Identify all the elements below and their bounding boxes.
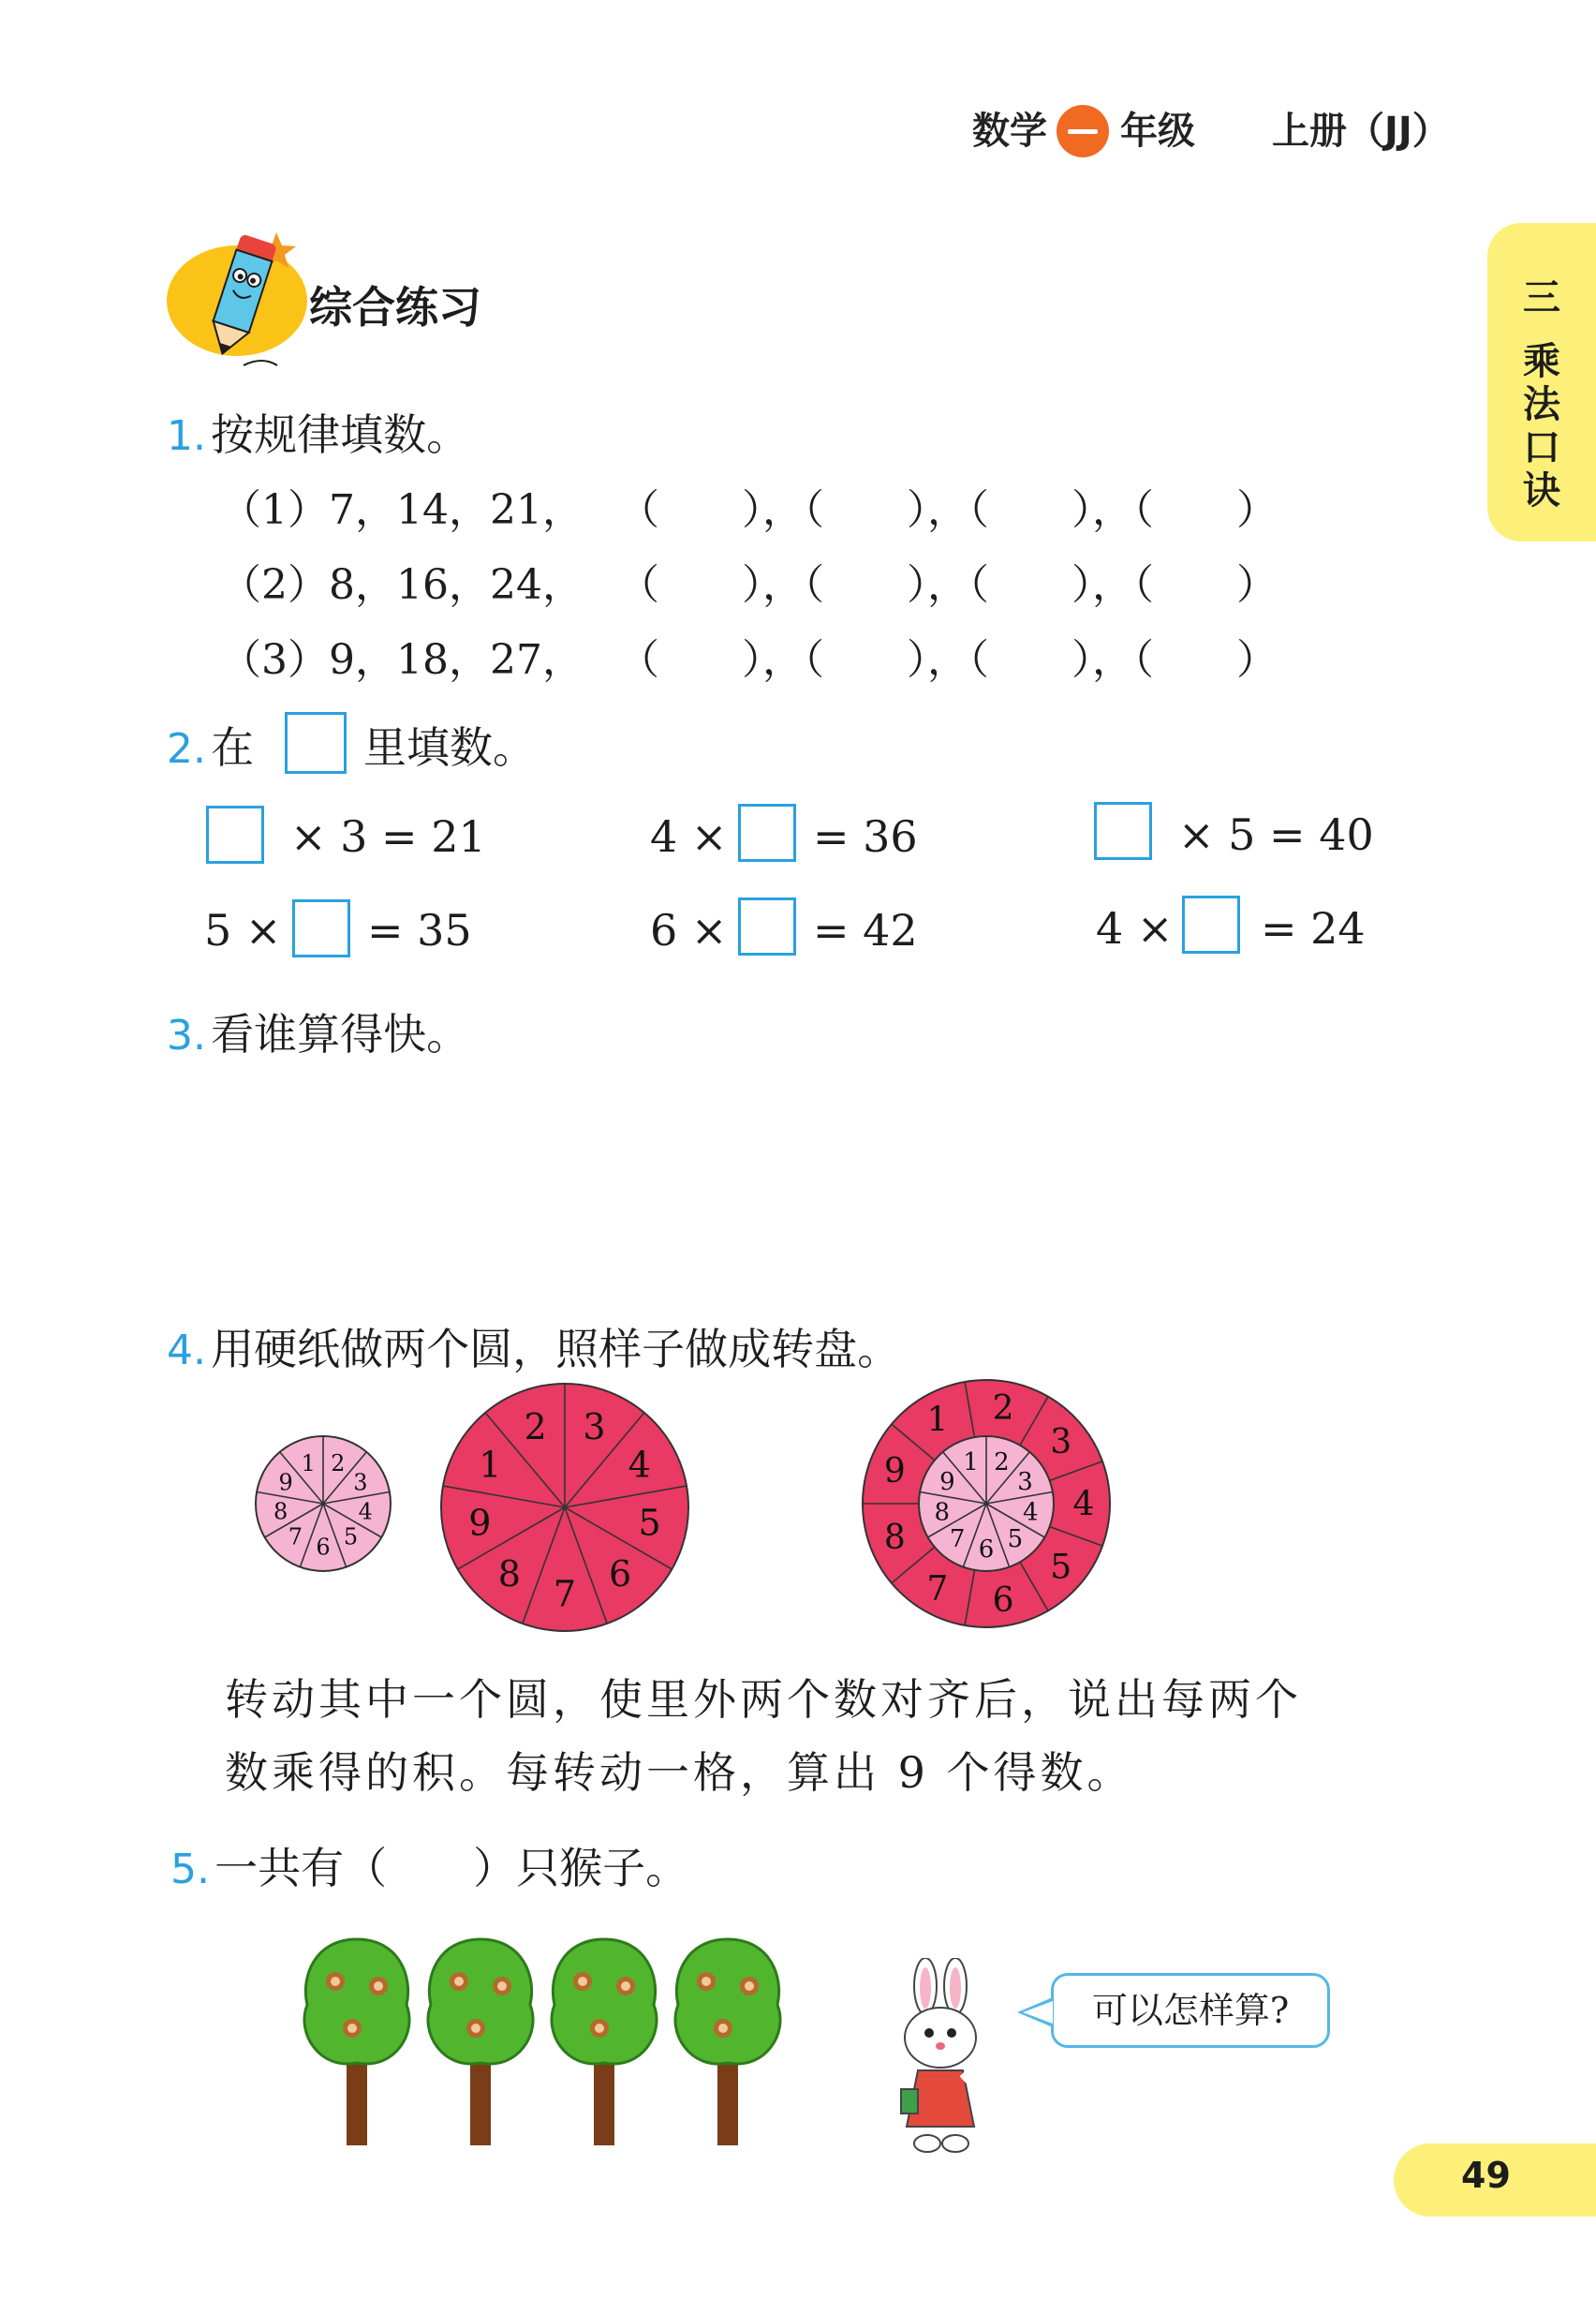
answer-blank[interactable]: （ ） [618, 486, 762, 534]
header-grade-label: 年级 [1120, 110, 1195, 153]
question-prompt: 看谁算得快。 [211, 1009, 470, 1060]
q1-row-3 [220, 626, 584, 686]
rabbit-mascot-icon [880, 1958, 1012, 2164]
large-wheel[interactable] [438, 1381, 691, 1634]
wheel-number: 2 [524, 1405, 547, 1447]
question-number: 5. [170, 1846, 210, 1893]
separator: ， [762, 636, 804, 684]
answer-box[interactable] [738, 804, 796, 862]
answer-box[interactable] [1094, 802, 1152, 860]
separator: ， [1092, 486, 1133, 534]
question-1-heading [167, 401, 469, 463]
wheel-number: 6 [316, 1534, 331, 1561]
question-2-heading [167, 714, 254, 776]
wheel-number: 1 [963, 1447, 979, 1476]
question-prompt-after: 里填数。 [363, 722, 536, 773]
unit-title-char: 口 [1523, 426, 1560, 469]
q4-instruction-line-2: 数乘得的积。每转动一格，算出 9 个得数。 [225, 1747, 1134, 1798]
answer-blank[interactable]: （ ） [618, 636, 762, 684]
question-4-heading [167, 1315, 900, 1377]
unit-title [1487, 340, 1596, 512]
wheel-number: 6 [978, 1535, 995, 1565]
equation-text: × 5 = 40 [1178, 809, 1374, 860]
unit-title-char: 诀 [1523, 469, 1560, 512]
answer-blank[interactable]: （ ） [804, 486, 927, 534]
wheel-number: 3 [583, 1405, 606, 1447]
wheel-number: 7 [288, 1523, 303, 1550]
separator: ， [927, 561, 968, 609]
wheel-number: 6 [609, 1552, 632, 1594]
answer-box[interactable] [292, 899, 350, 957]
wheel-number: 9 [278, 1469, 293, 1496]
equation-text: × 3 = 21 [290, 811, 486, 862]
q1-given-numbers: 7，14，21， [329, 486, 584, 534]
header-volume: 上册（JJ） [1272, 110, 1450, 153]
equation-text: = 36 [813, 811, 918, 862]
grade-badge-icon [1057, 105, 1109, 157]
separator: ， [1092, 561, 1133, 609]
wheel-number: 2 [331, 1450, 346, 1477]
tree-with-monkeys-icon [304, 1939, 409, 2145]
answer-blank[interactable]: （ ） [1133, 486, 1278, 534]
answer-blank[interactable]: （ ） [618, 561, 762, 609]
wheel-number: 3 [353, 1469, 368, 1496]
question-prompt-before: 一共有（ [214, 1843, 388, 1893]
equation-text: 5 × [204, 905, 282, 956]
q1-given-numbers: 9，18，27， [329, 636, 584, 684]
question-prompt-before: 在 [211, 722, 255, 773]
wheel-number: 9 [939, 1468, 955, 1497]
unit-number: 三 [1523, 276, 1560, 319]
wheel-number: 7 [926, 1569, 949, 1609]
wheel-number: 8 [883, 1519, 906, 1558]
tree-with-monkeys-icon [675, 1939, 780, 2145]
question-number: 2. [167, 725, 206, 773]
wheel-number: 9 [468, 1502, 492, 1544]
question-3-heading [167, 1001, 469, 1062]
combined-wheel[interactable] [860, 1377, 1113, 1630]
q1-row-label: （1） [220, 486, 329, 534]
wheel-number: 5 [1007, 1524, 1024, 1553]
small-wheel[interactable] [253, 1433, 393, 1574]
wheel-number: 7 [553, 1573, 577, 1615]
wheel-number: 1 [301, 1450, 316, 1477]
pencil-mascot-icon [187, 225, 300, 375]
wheel-number: 2 [992, 1389, 1014, 1429]
tree-with-monkeys-icon [552, 1939, 657, 2145]
speech-bubble-tail-inner [1023, 2001, 1053, 2024]
example-blank-box [285, 712, 347, 774]
equation-text: = 24 [1261, 903, 1366, 954]
answer-blank[interactable]: （ ） [1133, 561, 1278, 609]
answer-blank[interactable]: （ ） [1133, 636, 1278, 684]
question-number: 3. [167, 1012, 206, 1060]
q1-row-label: （3） [220, 636, 329, 684]
speech-bubble: 可以怎样算? [1051, 1973, 1330, 2048]
wheel-number: 5 [638, 1502, 661, 1544]
answer-box[interactable] [1182, 896, 1240, 954]
separator: ， [927, 636, 968, 684]
answer-blank[interactable]: （ ） [804, 561, 927, 609]
monkey-trees [296, 1930, 820, 2155]
wheel-number: 4 [628, 1444, 651, 1486]
wheel-number: 4 [358, 1498, 373, 1525]
equation-text: = 42 [813, 905, 918, 956]
answer-box[interactable] [206, 806, 264, 864]
question-prompt: 用硬纸做两个圆，照样子做成转盘。 [211, 1324, 901, 1374]
wheel-number: 5 [1050, 1548, 1072, 1587]
page-number: 49 [1461, 2155, 1511, 2196]
wheel-number: 7 [949, 1524, 966, 1553]
separator: ， [927, 486, 968, 534]
wheel-number: 4 [1072, 1485, 1095, 1524]
equation-text: 4 × [650, 811, 728, 862]
answer-blank[interactable]: （ ） [968, 561, 1092, 609]
wheel-number: 8 [273, 1498, 288, 1525]
q1-blanks-row-2[interactable] [618, 551, 1278, 611]
question-prompt-after: ）只猴子。 [473, 1843, 689, 1893]
unit-title-char: 乘 [1523, 340, 1560, 383]
wheel-number: 8 [934, 1498, 951, 1527]
wheel-number: 3 [1050, 1422, 1072, 1461]
unit-side-tab [1487, 223, 1596, 541]
q1-row-label: （2） [220, 561, 329, 609]
answer-blank[interactable]: （ ） [968, 636, 1092, 684]
tree-with-monkeys-icon [428, 1939, 533, 2145]
answer-blank[interactable]: （ ） [968, 486, 1092, 534]
wheel-number: 8 [497, 1552, 521, 1594]
wheel-number: 3 [1017, 1468, 1033, 1497]
q1-given-numbers: 8，16，24， [329, 561, 584, 609]
q1-row-1 [220, 476, 584, 536]
separator: ， [762, 486, 804, 534]
answer-blank[interactable] [387, 1843, 473, 1893]
unit-title-char: 法 [1523, 383, 1560, 426]
wheel-number: 2 [994, 1447, 1010, 1476]
answer-box[interactable] [738, 897, 796, 956]
q1-blanks-row-3[interactable] [618, 626, 1278, 686]
wheel-number: 4 [1022, 1498, 1039, 1527]
section-title: 综合练习 [309, 282, 481, 333]
separator: ， [762, 561, 804, 609]
q1-blanks-row-1[interactable] [618, 476, 1278, 536]
wheel-number: 1 [479, 1444, 502, 1486]
wheel-number: 9 [883, 1452, 906, 1491]
question-number: 4. [167, 1327, 206, 1374]
wheel-number: 1 [926, 1401, 949, 1440]
question-5-heading [170, 1834, 688, 1896]
equation-text: 6 × [650, 905, 728, 956]
equation-text: = 35 [367, 905, 472, 956]
question-number: 1. [167, 412, 206, 460]
separator: ， [1092, 636, 1133, 684]
question-prompt: 按规律填数。 [211, 409, 470, 460]
equation-text: 4 × [1096, 903, 1174, 954]
q1-row-2 [220, 551, 584, 611]
q4-instruction-line-1: 转动其中一个圆，使里外两个数对齐后，说出每两个 [225, 1674, 1302, 1725]
header-subject: 数学 [972, 110, 1047, 153]
wheel-number: 5 [343, 1523, 359, 1550]
wheel-number: 6 [992, 1581, 1014, 1621]
answer-blank[interactable]: （ ） [804, 636, 927, 684]
